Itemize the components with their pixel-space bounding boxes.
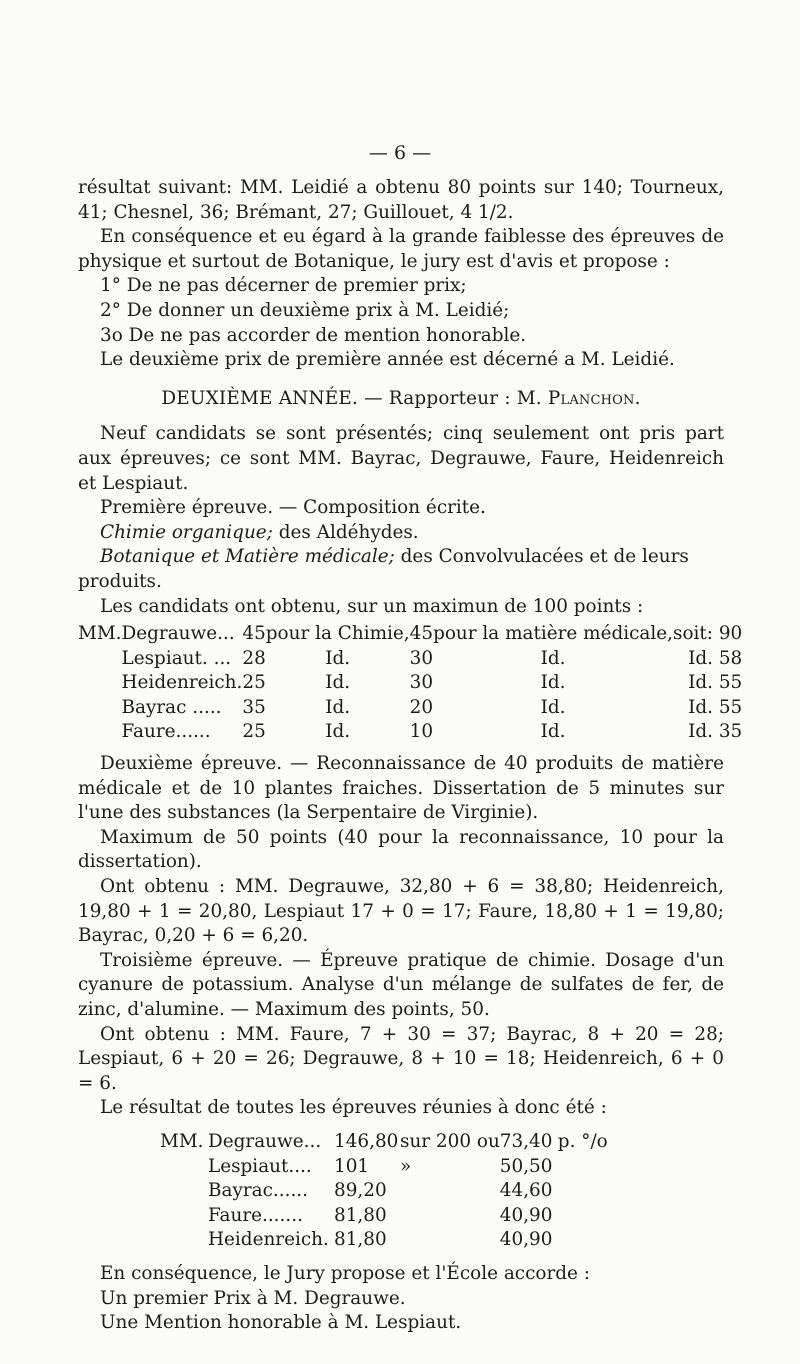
medical-label: Id. — [540, 696, 566, 718]
proposal-item-2: 2° De donner un deuxième prix à M. Leidié; — [100, 299, 510, 321]
second-test-results: Ont obtenu : MM. Degrauwe, 32,80 + 6 = 38,80; Heidenreich, 19,80 + 1 = 20,80, Lespiaut 17 + 0 = 17; Faure, 18,80 + 1 = 19,80; Bayrac, 0,20 + 6 = 6,20. — [78, 876, 724, 947]
percentage: 44,60 — [499, 1180, 553, 1202]
medical-score: 30 — [409, 672, 434, 694]
total-score: Id. 35 — [688, 721, 743, 743]
table-row — [78, 720, 742, 745]
table-row — [78, 696, 742, 721]
first-test-scores-table — [78, 622, 742, 745]
table-row — [160, 1155, 608, 1180]
table-row — [78, 622, 742, 647]
percent-label — [558, 1204, 608, 1229]
percent-label — [558, 1228, 608, 1253]
table-row — [160, 1130, 608, 1155]
botany-topic: des Convolvulacées et de leurs produits. — [78, 546, 689, 592]
medical-label: Id. — [540, 721, 566, 743]
table-row — [160, 1204, 608, 1229]
medical-label: pour la matière médicale, — [433, 623, 674, 645]
candidate-name: Lespiaut.... — [208, 1155, 312, 1177]
overall-results-table — [160, 1130, 608, 1253]
table-row — [78, 671, 742, 696]
candidate-name: Faure....... — [208, 1204, 303, 1226]
row-prefix — [160, 1155, 208, 1180]
section-heading-main: DEUXIÈME ANNÉE. — Rapporteur : M. — [161, 387, 548, 409]
proposal-item-3: 3o De ne pas accorder de mention honorable. — [100, 324, 527, 346]
chemistry-score: 28 — [242, 647, 266, 669]
total-score: Id. 55 — [688, 696, 743, 718]
rapporteur-name: Planchon. — [547, 387, 641, 409]
percentage: 73,40 — [499, 1130, 553, 1152]
row-prefix — [160, 1179, 208, 1204]
first-prize: Un premier Prix à M. Degrauwe. — [100, 1287, 406, 1309]
candidate-name: Bayrac ..... — [121, 696, 222, 718]
percent-label — [558, 1179, 608, 1204]
points-note: sur 200 ou — [400, 1130, 500, 1152]
medical-score: 45 — [409, 623, 434, 645]
row-prefix — [78, 671, 122, 696]
candidate-name: Heidenreich. — [208, 1229, 329, 1251]
third-test-paragraph: Troisième épreuve. — Épreuve pratique de chimie. Dosage d'un cyanure de potassium. Analyse d'un mélange de sulfates de fer, de zinc, d'alumine. — Maximum des points, 50. — [78, 949, 724, 1020]
chemistry-label: Chimie organique; — [100, 521, 273, 543]
table-row — [160, 1179, 608, 1204]
points-note — [400, 1228, 500, 1253]
page-number: — 6 — — [368, 142, 432, 164]
candidate-name: Bayrac...... — [208, 1180, 308, 1202]
table-row — [160, 1228, 608, 1253]
row-prefix — [78, 647, 122, 672]
row-prefix — [160, 1204, 208, 1229]
proposal-item-1: 1° De ne pas décerner de premier prix; — [100, 275, 467, 297]
row-prefix: MM. — [78, 623, 122, 645]
table-row — [78, 647, 742, 672]
candidate-name: Lespiaut. ... — [121, 647, 232, 669]
medical-label: Id. — [540, 672, 566, 694]
row-prefix — [160, 1228, 208, 1253]
medical-score: 30 — [409, 647, 434, 669]
chemistry-score: 25 — [242, 672, 266, 694]
honorable-mention: Une Mention honorable à M. Lespiaut. — [100, 1312, 462, 1334]
total-points: 81,80 — [334, 1229, 387, 1251]
chemistry-topic: des Aldéhydes. — [272, 521, 419, 543]
candidate-name: Heidenreich. — [121, 672, 243, 694]
points-note — [400, 1204, 500, 1229]
total-points: 81,80 — [334, 1204, 387, 1226]
candidate-name: Degrauwe... — [121, 623, 235, 645]
intro-paragraph: résultat suivant: MM. Leidié a obtenu 80 points sur 140; Tourneux, 41; Chesnel, 36; Brémant, 27; Guillouet, 4 1/2. — [78, 177, 724, 223]
percent-label — [558, 1155, 608, 1180]
section-heading — [78, 387, 724, 412]
medical-score: 20 — [409, 696, 434, 718]
medical-label: Id. — [540, 647, 566, 669]
second-test-maximum: Maximum de 50 points (40 pour la reconnaissance, 10 pour la dissertation). — [78, 826, 724, 873]
points-note: » — [400, 1155, 412, 1177]
chemistry-label: Id. — [325, 696, 351, 718]
chemistry-score: 45 — [242, 623, 266, 645]
chemistry-score: 25 — [242, 721, 266, 743]
percent-label: p. °/o — [557, 1130, 608, 1152]
consequence-paragraph: En conséquence, le Jury propose et l'École accorde : — [100, 1262, 590, 1284]
total-score: Id. 55 — [688, 672, 743, 694]
chemistry-label: Id. — [325, 672, 351, 694]
botany-label: Botanique et Matière médicale; — [100, 546, 395, 568]
chemistry-label: pour la Chimie, — [265, 623, 410, 645]
first-test-title: Première épreuve. — Composition écrite. — [100, 497, 486, 519]
total-score: Id. 58 — [688, 647, 743, 669]
total-points: 146,80 — [334, 1130, 399, 1152]
second-test-paragraph: Deuxième épreuve. — Reconnaissance de 40 produits de matière médicale et de 10 plantes fraiches. Dissertation de 5 minutes sur l'une des substances (la Serpentaire de Virginie). — [78, 753, 724, 824]
chemistry-label: Id. — [325, 721, 351, 743]
chemistry-label: Id. — [325, 647, 351, 669]
candidate-name: Degrauwe... — [208, 1130, 322, 1152]
points-note — [400, 1179, 500, 1204]
overall-results-intro: Le résultat de toutes les épreuves réunies à donc été : — [100, 1097, 607, 1119]
third-test-results: Ont obtenu : MM. Faure, 7 + 30 = 37; Bayrac, 8 + 20 = 28; Lespiaut, 6 + 20 = 26; Degrauwe, 8 + 10 = 18; Heidenreich, 6 + 0 = 6. — [78, 1023, 724, 1094]
intro-paragraph-2: En conséquence et eu égard à la grande faiblesse des épreuves de physique et surtout de Botanique, le jury est d'avis et propose : — [78, 226, 724, 272]
text-block — [78, 176, 743, 1336]
percentage: 40,90 — [499, 1229, 553, 1251]
row-prefix — [78, 696, 122, 721]
chemistry-subject — [78, 521, 724, 546]
medical-score: 10 — [409, 721, 434, 743]
row-prefix: MM. — [160, 1130, 204, 1152]
total-points: 89,20 — [334, 1180, 387, 1202]
row-prefix — [78, 720, 122, 745]
total-score: soit: 90 — [673, 623, 743, 645]
percentage: 50,50 — [499, 1155, 553, 1177]
candidate-name: Faure...... — [121, 721, 211, 743]
points-intro: Les candidats ont obtenu, sur un maximun de 100 points : — [100, 595, 644, 617]
botany-subject — [78, 545, 724, 594]
total-points: 101 — [334, 1155, 370, 1177]
chemistry-score: 35 — [242, 696, 266, 718]
intro-conclusion: Le deuxième prix de première année est décerné a M. Leidié. — [100, 349, 675, 371]
candidates-paragraph: Neuf candidats se sont présentés; cinq seulement ont pris part aux épreuves; ce sont MM. Bayrac, Degrauwe, Faure, Heidenreich et Lespiaut. — [78, 423, 724, 494]
percentage: 40,90 — [499, 1204, 553, 1226]
